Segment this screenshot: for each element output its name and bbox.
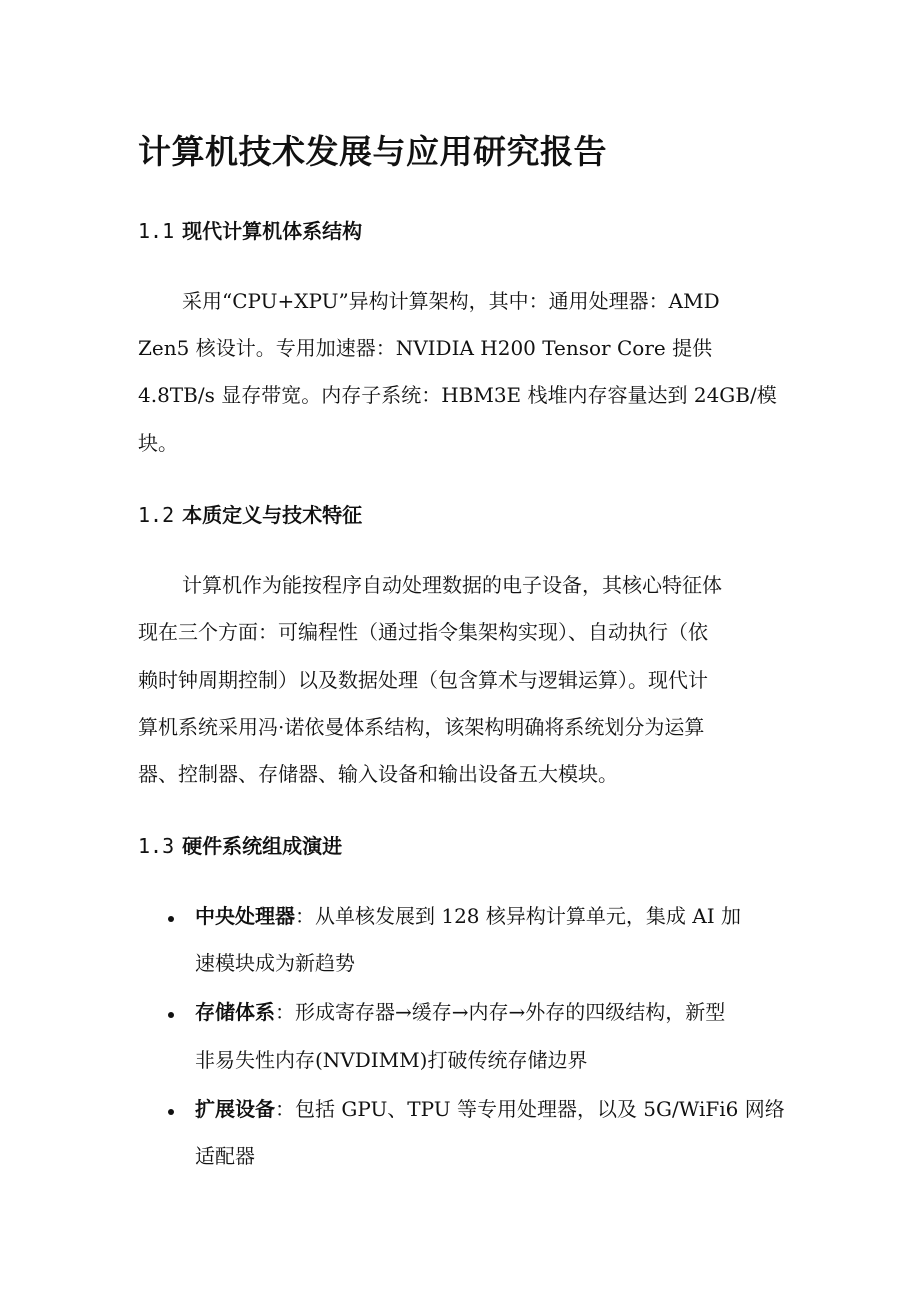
section-title: 本质定义与技术特征 <box>182 503 363 527</box>
list-item-term: 扩展设备 <box>195 1097 275 1121</box>
list-item-continuation: 非易失性内存(NVDIMM)打破传统存储边界 <box>195 1048 588 1072</box>
list-item-continuation: 适配器 <box>195 1144 255 1168</box>
section-title: 硬件系统组成演进 <box>182 834 343 858</box>
list-item-continuation: 速模块成为新趋势 <box>195 951 355 975</box>
paragraph-line: 赖时钟周期控制）以及数据处理（包含算术与逻辑运算）。现代计 <box>138 668 708 692</box>
bullet-dot <box>168 916 174 922</box>
list-item-term: 存储体系 <box>195 1000 275 1024</box>
section-number: 1.2 <box>138 503 175 527</box>
paragraph-line: 计算机作为能按程序自动处理数据的电子设备，其核心特征体 <box>182 573 722 597</box>
paragraph-line: 器、控制器、存储器、输入设备和输出设备五大模块。 <box>138 762 618 786</box>
bullet-dot <box>168 1012 174 1018</box>
section-heading-1-1 <box>138 216 362 246</box>
list-item-text: ：包括 GPU、TPU 等专用处理器，以及 5G/WiFi6 网络 <box>275 1097 785 1121</box>
paragraph-line: 现在三个方面：可编程性（通过指令集架构实现）、自动执行（依 <box>138 620 708 644</box>
paragraph-line: 算机系统采用冯·诺依曼体系结构，该架构明确将系统划分为运算 <box>138 715 705 739</box>
list-item-text: ：形成寄存器→缓存→内存→外存的四级结构，新型 <box>275 1000 726 1024</box>
section-heading-1-3 <box>138 831 342 861</box>
list-item-text: ：从单核发展到 128 核异构计算单元，集成 AI 加 <box>295 904 741 928</box>
list-item <box>195 901 741 931</box>
section-title: 现代计算机体系结构 <box>182 219 363 243</box>
paragraph-line: 采用“CPU+XPU”异构计算架构，其中：通用处理器：AMD <box>182 289 720 313</box>
list-item <box>195 1094 785 1124</box>
section-heading-1-2 <box>138 500 362 530</box>
section-number: 1.1 <box>138 219 175 243</box>
paragraph-line: 4.8TB/s 显存带宽。内存子系统：HBM3E 栈堆内存容量达到 24GB/模 <box>138 383 777 407</box>
page-title: 计算机技术发展与应用研究报告 <box>138 132 607 171</box>
paragraph-line: 块。 <box>138 431 178 455</box>
list-item <box>195 997 725 1027</box>
bullet-dot <box>168 1109 174 1115</box>
paragraph-line: Zen5 核设计。专用加速器：NVIDIA H200 Tensor Core 提供 <box>138 336 713 360</box>
list-item-term: 中央处理器 <box>195 904 295 928</box>
section-number: 1.3 <box>138 834 175 858</box>
